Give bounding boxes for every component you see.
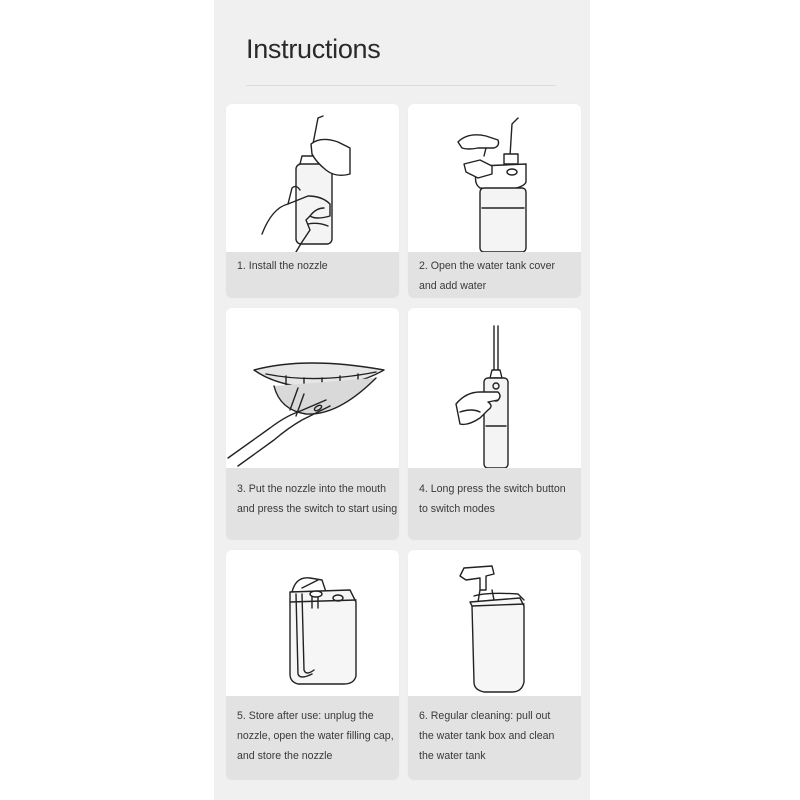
fill-water-illustration bbox=[408, 104, 581, 252]
step-caption-1: 1. Install the nozzle bbox=[226, 252, 399, 298]
mouth-nozzle-illustration bbox=[226, 308, 399, 468]
title-divider bbox=[246, 85, 556, 86]
step-caption-6: 6. Regular cleaning: pull out the water tank box and clean the water tank bbox=[408, 696, 581, 780]
step-caption-2: 2. Open the water tank cover and add water bbox=[408, 252, 581, 298]
install-nozzle-illustration bbox=[226, 104, 399, 252]
step-caption-5: 5. Store after use: unplug the nozzle, open the water filling cap, and store the nozzle bbox=[226, 696, 399, 780]
step-card-1 bbox=[226, 104, 399, 298]
step-card-2 bbox=[408, 104, 581, 298]
clean-tank-illustration bbox=[408, 550, 581, 700]
step-card-6 bbox=[408, 550, 581, 780]
step-caption-3: 3. Put the nozzle into the mouth and press the switch to start using bbox=[226, 468, 399, 540]
step-caption-4: 4. Long press the switch button to switch modes bbox=[408, 468, 581, 540]
step-card-4 bbox=[408, 308, 581, 540]
store-nozzle-illustration bbox=[226, 550, 399, 700]
instructions-panel bbox=[214, 0, 590, 800]
press-switch-illustration bbox=[408, 308, 581, 468]
step-card-5 bbox=[226, 550, 399, 780]
step-card-3 bbox=[226, 308, 399, 540]
page-title: Instructions bbox=[246, 34, 381, 64]
